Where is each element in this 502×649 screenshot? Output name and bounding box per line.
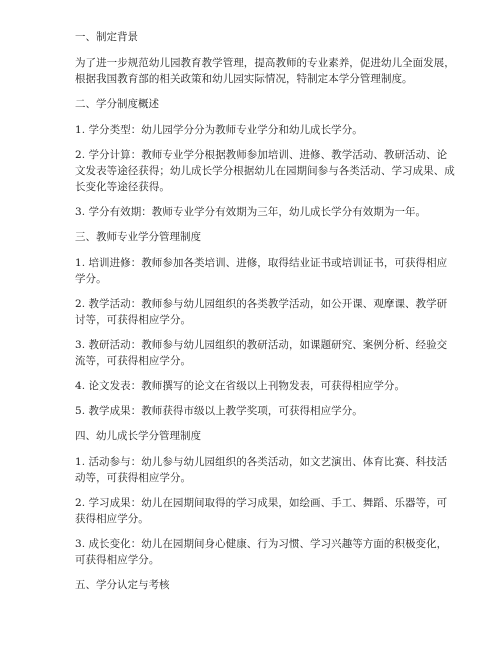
heading-text: 三、教师专业学分管理制度 [75,231,201,243]
paragraph-line: 为了进一步规范幼儿园教育教学管理，提高教师的专业素养，促进幼儿全面发展， [75,57,455,69]
heading-text: 一、制定背景 [75,31,138,43]
paragraph-line: 1. 学分类型：幼儿园学分分为教师专业学分和幼儿成长学分。 [75,124,363,136]
list-item-research-activities [75,337,448,369]
list-item-training [75,255,448,287]
paragraph-line: 根据我国教育部的相关政策和幼儿园实际情况，特制定本学分管理制度。 [75,73,413,85]
paragraph-line: 1. 活动参与：幼儿参与幼儿园组织的各类活动，如文艺演出、体育比赛、科技活 [75,456,448,468]
section-heading-background [75,29,435,45]
paragraph-line: 可获得相应学分。 [75,554,160,566]
section-heading-child-credits [75,428,435,444]
list-item-activity-participation [75,454,448,486]
document-page [75,29,455,603]
paragraph-line: 3. 教研活动：教师参与幼儿园组织的教研活动，如课题研究、案例分析、经验交 [75,339,448,351]
paragraph-line: 3. 学分有效期：教师专业学分有效期为三年，幼儿成长学分有效期为一年。 [75,206,427,218]
paragraph-line: 讨等，可获得相应学分。 [75,314,192,326]
paragraph-line: 4. 论文发表：教师撰写的论文在省级以上刊物发表，可获得相应学分。 [75,380,406,392]
list-item-growth-changes [75,536,448,568]
heading-text: 二、学分制度概述 [75,98,159,110]
list-item-teaching-activities [75,296,448,328]
list-item-credit-types [75,122,435,138]
heading-text: 四、幼儿成长学分管理制度 [75,430,201,442]
paragraph-line: 长变化等途径获得。 [75,181,170,193]
paragraph-line: 1. 培训进修：教师参加各类培训、进修，取得结业证书或培训证书，可获得相应 [75,257,448,269]
paragraph-line: 学分。 [75,273,107,285]
paragraph-line: 3. 成长变化：幼儿在园期间身心健康、行为习惯、学习兴趣等方面的积极变化， [75,538,448,550]
section-heading-assessment [75,577,435,593]
heading-text: 五、学分认定与考核 [75,579,170,591]
paragraph-line: 文发表等途径获得；幼儿成长学分根据幼儿在园期间参与各类活动、学习成果、成 [75,165,455,177]
section-heading-overview [75,96,435,112]
paragraph-line: 5. 教学成果：教师获得市级以上教学奖项，可获得相应学分。 [75,405,363,417]
list-item-teaching-achievements [75,403,435,419]
paragraph-line: 动等，可获得相应学分。 [75,472,192,484]
section-heading-teacher-credits [75,229,435,245]
list-item-credit-calculation [75,147,455,195]
list-item-learning-outcomes [75,495,448,527]
paragraph-line: 获得相应学分。 [75,513,149,525]
list-item-credit-validity [75,204,435,220]
paragraph-line: 2. 学分计算：教师专业学分根据教师参加培训、进修、教学活动、教研活动、论 [75,149,448,161]
paragraph-line: 流等，可获得相应学分。 [75,355,192,367]
paragraph-line: 2. 教学活动：教师参与幼儿园组织的各类教学活动，如公开课、观摩课、教学研 [75,298,448,310]
paragraph-line: 2. 学习成果：幼儿在园期间取得的学习成果，如绘画、手工、舞蹈、乐器等，可 [75,497,448,509]
list-item-paper-publication [75,378,435,394]
paragraph-background [75,55,455,87]
